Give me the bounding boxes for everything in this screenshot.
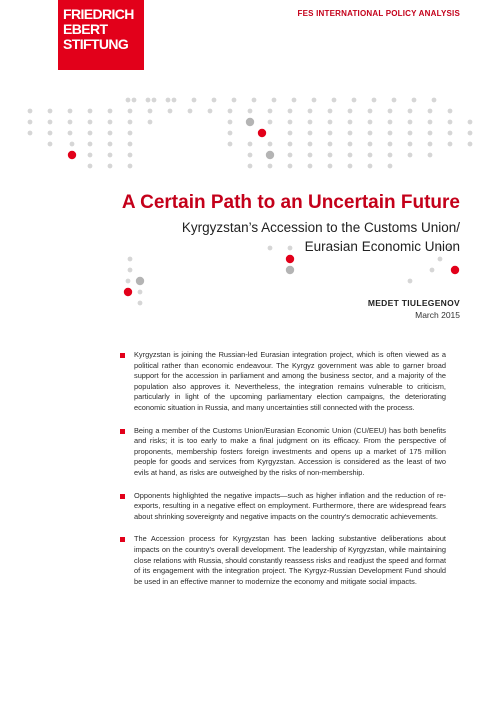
map-dot: [368, 153, 373, 158]
map-dot: [108, 131, 113, 136]
map-dot: [328, 142, 333, 147]
bullet-square-icon: [120, 494, 125, 499]
map-dot: [388, 109, 393, 114]
map-dot: [328, 164, 333, 169]
map-dot: [68, 120, 73, 125]
map-dot: [138, 290, 143, 295]
red-map-dot: [451, 266, 459, 274]
bullet-square-icon: [120, 537, 125, 542]
summary-bullet: [134, 534, 446, 587]
map-dot: [252, 98, 257, 103]
map-dot: [288, 120, 293, 125]
subtitle-line-2: Eurasian Economic Union: [304, 239, 460, 254]
map-dot: [328, 120, 333, 125]
map-dot: [388, 153, 393, 158]
map-dot: [48, 142, 53, 147]
summary-bullet: [134, 426, 446, 479]
map-dot: [192, 98, 197, 103]
logo-line-2: EBERT: [63, 21, 108, 37]
publication-date: March 2015: [415, 310, 460, 320]
map-dot: [128, 131, 133, 136]
map-dot: [228, 109, 233, 114]
map-dot: [272, 98, 277, 103]
map-dot: [88, 164, 93, 169]
map-dot: [308, 164, 313, 169]
map-dot: [348, 164, 353, 169]
map-dot: [108, 142, 113, 147]
map-dot: [136, 277, 144, 285]
map-dot: [168, 109, 173, 114]
map-dot: [412, 98, 417, 103]
map-dot: [288, 131, 293, 136]
map-dot: [348, 120, 353, 125]
map-dot: [308, 131, 313, 136]
map-dot: [246, 118, 254, 126]
map-dot: [68, 131, 73, 136]
map-dot: [348, 131, 353, 136]
map-dot: [172, 98, 177, 103]
map-dot: [148, 109, 153, 114]
map-dot: [288, 153, 293, 158]
bullet-text: The Accession process for Kyrgyzstan has been lacking substantive deliberations about impacts on the country’s overall development. The leadership of Kyrgyzstan, while maintaining close relations with Russia, should constantly reassess risks and readjust the speed and format of its engagement with the integration project. The Kyrgyz-Russian Development Fund should be used in an effective manner to modernize the economy and mitigate social impacts.: [134, 534, 446, 586]
map-dot: [368, 142, 373, 147]
map-dot: [448, 131, 453, 136]
red-map-dot: [258, 129, 266, 137]
map-dot: [286, 266, 294, 274]
map-dot: [88, 131, 93, 136]
map-dot: [428, 120, 433, 125]
map-dot: [188, 109, 193, 114]
map-dot: [408, 153, 413, 158]
map-dot: [448, 109, 453, 114]
summary-bullet: [134, 491, 446, 523]
red-map-dot: [68, 151, 76, 159]
map-dot: [48, 131, 53, 136]
map-dot: [128, 120, 133, 125]
map-dot: [468, 120, 473, 125]
map-dot: [432, 98, 437, 103]
map-dot: [428, 142, 433, 147]
map-dot: [428, 153, 433, 158]
author-name: MEDET TIULEGENOV: [367, 298, 460, 308]
map-dot: [388, 142, 393, 147]
map-dot: [128, 257, 133, 262]
map-dot: [208, 109, 213, 114]
map-dot: [146, 98, 151, 103]
summary-bullets: [134, 350, 446, 599]
map-dot: [352, 98, 357, 103]
map-dot: [372, 98, 377, 103]
map-dot: [430, 268, 435, 273]
map-dot: [68, 109, 73, 114]
map-dot: [288, 164, 293, 169]
map-dot: [108, 109, 113, 114]
bullet-text: Kyrgyzstan is joining the Russian-led Eurasian integration project, which is often viewed as a political rather than economic endeavour. The Kyrgyz government was able to garner broad support for the accession in parliament and among the business sector, and a majority of the population also approves it. Nevertheless, the integration remains vulnerable to criticism, particularly in light of the upcoming parliamentary election campaigns, the deteriorating economic situation in Russia, and many uncertainties still connected with the process.: [134, 350, 446, 412]
map-dot: [88, 109, 93, 114]
logo-line-1: FRIEDRICH: [63, 6, 134, 22]
map-dot: [148, 120, 153, 125]
map-dot: [268, 164, 273, 169]
map-dot: [308, 109, 313, 114]
map-dot: [328, 153, 333, 158]
map-dot: [228, 131, 233, 136]
map-dot: [212, 98, 217, 103]
map-dot: [388, 131, 393, 136]
map-dot: [288, 142, 293, 147]
map-dot: [126, 279, 131, 284]
map-dot: [88, 153, 93, 158]
map-dot: [48, 109, 53, 114]
map-dot: [108, 164, 113, 169]
map-dot: [332, 98, 337, 103]
map-dot: [368, 131, 373, 136]
map-dot: [308, 120, 313, 125]
map-dot: [328, 131, 333, 136]
map-dot: [88, 120, 93, 125]
map-dot: [368, 120, 373, 125]
map-dot: [70, 142, 75, 147]
map-dot: [128, 142, 133, 147]
map-dot: [28, 120, 33, 125]
map-dot: [228, 120, 233, 125]
summary-bullet: [134, 350, 446, 414]
map-dot: [348, 109, 353, 114]
map-dot: [312, 98, 317, 103]
map-dot: [408, 142, 413, 147]
map-dot: [408, 120, 413, 125]
subtitle-line-1: Kyrgyzstan’s Accession to the Customs Union/: [181, 220, 460, 235]
map-dot: [108, 153, 113, 158]
map-dot: [308, 153, 313, 158]
map-dot: [468, 142, 473, 147]
map-dot: [248, 142, 253, 147]
map-dot: [266, 151, 274, 159]
map-dot: [388, 120, 393, 125]
page-title: A Certain Path to an Uncertain Future: [121, 192, 460, 213]
map-dot: [292, 98, 297, 103]
map-dot: [126, 98, 131, 103]
map-dot: [128, 268, 133, 273]
map-dot: [448, 120, 453, 125]
red-map-dot: [286, 255, 294, 263]
map-dot: [228, 142, 233, 147]
map-dot: [248, 153, 253, 158]
series-label: FES INTERNATIONAL POLICY ANALYSIS: [297, 9, 460, 18]
map-dot: [166, 98, 171, 103]
bullet-text: Being a member of the Customs Union/Eurasian Economic Union (CU/EEU) has both benefits and risks; it is too early to make a final judgment on its efficacy. From the perspective of proponents, membership fosters foreign investments and opens up a market of 175 million people for goods and services from Kyrgyzstan. Accession is considered as the least of two evils at hand, as risks are outweighed by the risks of non-membership.: [134, 425, 446, 477]
map-dot: [108, 120, 113, 125]
map-dot: [308, 142, 313, 147]
map-dot: [248, 164, 253, 169]
map-dot: [152, 98, 157, 103]
map-dot: [408, 279, 413, 284]
map-dot: [408, 131, 413, 136]
map-dot: [368, 164, 373, 169]
map-dot: [132, 98, 137, 103]
map-dot: [392, 98, 397, 103]
map-dot: [88, 142, 93, 147]
bullet-square-icon: [120, 353, 125, 358]
map-dot: [408, 109, 413, 114]
map-dot: [28, 131, 33, 136]
map-dot: [388, 164, 393, 169]
map-dot: [232, 98, 237, 103]
map-dot: [268, 142, 273, 147]
map-dot: [128, 153, 133, 158]
page-subtitle: [0, 218, 460, 256]
bullet-square-icon: [120, 429, 125, 434]
map-dot: [268, 120, 273, 125]
map-dot: [328, 109, 333, 114]
red-map-dot: [124, 288, 132, 296]
map-dot: [368, 109, 373, 114]
map-dot: [448, 142, 453, 147]
map-dot: [28, 109, 33, 114]
map-dot: [348, 142, 353, 147]
map-dot: [268, 109, 273, 114]
map-dot: [248, 109, 253, 114]
map-dot: [48, 120, 53, 125]
map-dot: [128, 164, 133, 169]
map-dot: [438, 257, 443, 262]
map-dot: [288, 109, 293, 114]
map-dot: [128, 109, 133, 114]
logo-line-3: STIFTUNG: [63, 36, 129, 52]
map-dot: [348, 153, 353, 158]
map-dot: [468, 131, 473, 136]
bullet-text: Opponents highlighted the negative impacts—such as higher inflation and the reduction of re-exports, resulting in a negative effect on employment. Furthermore, there are widespread fears about shrinking sovereignty and negative impacts on the country’s democratic achievements.: [134, 490, 446, 521]
map-dot: [428, 109, 433, 114]
map-dot: [428, 131, 433, 136]
